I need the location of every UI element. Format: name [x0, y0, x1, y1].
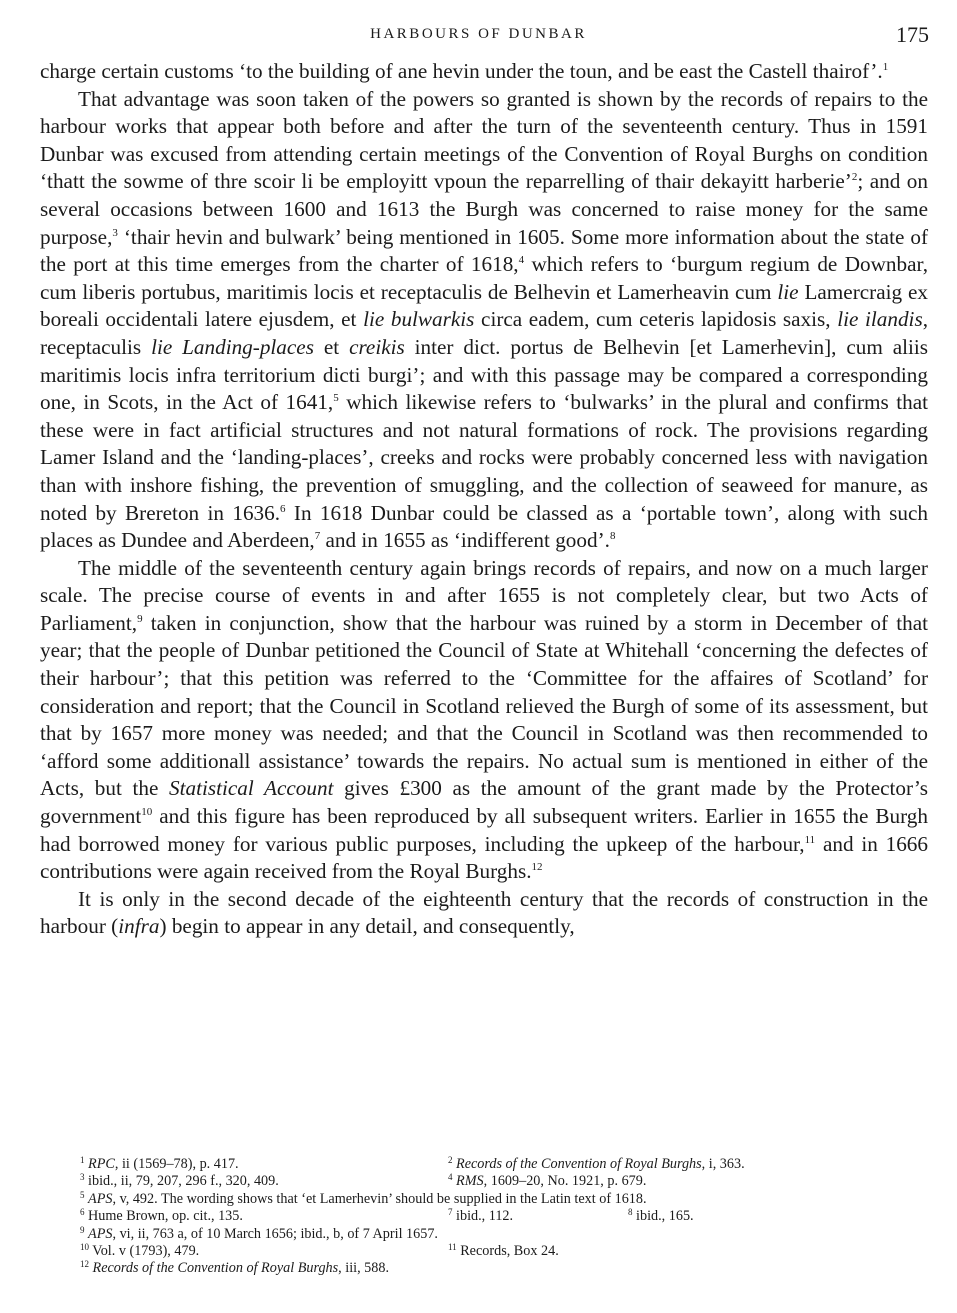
footnote-number: 6	[80, 1207, 85, 1218]
footnote-marker: 1	[882, 61, 889, 73]
italic-text: RPC	[88, 1156, 115, 1172]
text-run: and in 1655 as ‘indifferent good’.	[320, 528, 610, 553]
footnote-marker: 12	[531, 861, 543, 874]
text-run: which likewise refers to ‘bulwarks’ in the plural and confirms that these were in fact artificial structures and not natural formations of rock. The provisions regarding Lamer Island and the ‘landing-places’, creeks and rocks were probably concerned less with navigation than with inshore fishing, the prevention of smuggling, and the collection of seaweed for manure, as noted by Brereton in 1636.	[40, 390, 929, 525]
italic-text: lie ilandis	[837, 307, 923, 332]
footnote-marker: 4	[518, 254, 525, 267]
text-run: Lamercraig ex boreali occidentali latere ejusdem, et	[40, 279, 928, 332]
text-run: , i, 363.	[701, 1156, 745, 1172]
text-run: ‘thair hevin and bulwark’ being mentioned in 1605. Some more information about the state of the port at this time emerges from the charter of 1618,	[40, 224, 928, 277]
footnote-marker: 11	[804, 833, 816, 846]
text-run: It is only in the second decade of the eighteenth century that the records of construction in the harbour (	[40, 886, 928, 939]
text-run: , v, 492. The wording shows that ‘et Lamerhevin’ should be supplied in the Latin text of 1618.	[112, 1190, 647, 1207]
footnote	[80, 1191, 647, 1208]
footnote-marker: 10	[141, 806, 153, 819]
footnote-row	[80, 1226, 920, 1243]
footnote-number: 10	[80, 1241, 89, 1252]
footnote	[80, 1226, 438, 1243]
footnote-number: 9	[80, 1224, 85, 1235]
italic-text: Records of the Convention of Royal Burghs	[92, 1260, 339, 1277]
text-run: gives £300 as the amount of the grant made by the Protector’s government	[40, 776, 928, 829]
text-run: , receptaculis	[40, 307, 928, 359]
footnote-number: 12	[80, 1259, 89, 1270]
text-run: ibid., 112.	[456, 1208, 514, 1225]
body-text	[40, 58, 928, 941]
footnote-marker: 2	[851, 171, 858, 184]
footnote-marker: 7	[314, 530, 321, 543]
text-run: ) begin to appear in any detail, and consequently,	[159, 914, 575, 939]
footnote-row	[80, 1191, 920, 1208]
text-run: and this figure has been reproduced by all subsequent writers. Earlier in 1655 the Burgh had borrowed money for various public purposes, including the upkeep of the harbour,	[40, 804, 928, 856]
footnote-number: 8	[628, 1207, 633, 1218]
text-run: which refers to ‘burgum regium de Downbar, cum liberis portubus, maritimis locis et receptaculis de Belhevin et Lamerheavin cum	[40, 252, 928, 304]
paragraph-continued	[40, 58, 928, 86]
footnote-number: 5	[80, 1189, 85, 1200]
paragraph-harbour-powers	[40, 86, 928, 555]
footnote	[448, 1243, 559, 1260]
text-run: , ii (1569–78), p. 417.	[114, 1156, 239, 1172]
text-run: In 1618 Dunbar could be classed as a ‘portable town’, along with such places as Dundee and Aberdeen,	[40, 500, 928, 553]
text-run: The middle of the seventeenth century again brings records of repairs, and now on a much larger scale. The precise course of events in and after 1655 is not completely clear, but two Acts of Parliament,	[40, 555, 928, 635]
footnote	[628, 1208, 694, 1225]
text-run: , vi, ii, 763 a, of 10 March 1656; ibid., b, of 7 April 1657.	[112, 1225, 438, 1242]
text-run: et	[313, 334, 350, 359]
text-run: ibid., 165.	[636, 1208, 694, 1225]
footnote-number: 11	[448, 1241, 457, 1252]
italic-text: Statistical Account	[169, 776, 334, 801]
footnote-number: 1	[80, 1155, 85, 1165]
text-run: circa eadem, cum ceteris lapidosis saxis,	[474, 307, 838, 332]
text-run: ; and on several occasions between 1600 and 1613 the Burgh was concerned to raise money for the same purpose,	[40, 169, 928, 249]
footnote-marker: 9	[137, 612, 143, 625]
footnote	[448, 1173, 646, 1190]
footnote-row	[80, 1260, 920, 1277]
paragraph-seventeenth-century-repairs	[40, 555, 928, 886]
text-run: charge certain customs ‘to the building of ane hevin under the toun, and be east the Castell thairof’.	[40, 59, 883, 83]
footnote	[448, 1208, 513, 1225]
page-number: 175	[896, 22, 929, 47]
text-run: That advantage was soon taken of the powers so granted is shown by the records of repairs to the harbour works that appear both before and after the turn of the seventeenth century. Thus in 1591 Dunbar was excused from attending certain meetings of the Convention of Royal Burghs on condition ‘thatt the sowme of thre scoir li be employitt vpoun the reparrelling of thair dekayitt harberie’	[40, 86, 928, 194]
text-run: inter dict. portus de Belhevin [et Lamerhevin], cum aliis maritimis locis infra territorium dicti burgi’; and with this passage may be compared a corresponding one, in Scots, in the Act of 1641,	[40, 334, 929, 415]
footnote-number: 3	[80, 1172, 85, 1183]
footnote-row	[80, 1208, 920, 1225]
italic-text: Records of the Convention of Royal Burghs	[456, 1156, 702, 1172]
italic-text: APS	[88, 1190, 113, 1207]
italic-text: RMS	[456, 1173, 484, 1190]
footnote	[80, 1173, 279, 1190]
footnote-marker: 8	[609, 530, 616, 543]
footnote-marker: 6	[280, 502, 286, 515]
footnote-marker: 3	[112, 226, 118, 239]
text-run: , 1609–20, No. 1921, p. 679.	[483, 1173, 647, 1190]
footnote	[80, 1156, 239, 1173]
footnote	[448, 1156, 745, 1173]
text-run: ibid., ii, 79, 207, 296 f., 320, 409.	[88, 1173, 279, 1190]
footnote	[80, 1260, 389, 1277]
italic-text: lie Landing-places	[151, 334, 314, 359]
italic-text: infra	[118, 914, 160, 939]
footnote-marker: 5	[333, 392, 339, 405]
italic-text: lie	[777, 279, 799, 304]
italic-text: creikis	[349, 334, 405, 359]
italic-text: APS	[88, 1225, 113, 1242]
footnote-number: 4	[448, 1172, 453, 1183]
footnote-row	[80, 1173, 920, 1190]
text-run: and in 1666 contributions were again received from the Royal Burghs.	[40, 831, 928, 884]
text-run: taken in conjunction, show that the harbour was ruined by a storm in December of that year; that the people of Dunbar petitioned the Council of State at Whitehall ‘concerning the defectes of their harbour’; that this petition was referred to the ‘Committee for the affaires of Scotland’ for consideration and report; that the Council in Scotland relieved the Burgh of some of its assessment, but that by 1657 more money was needed; and that the Council in Scotland was then recommended to ‘afford some additionall assistance’ towards the repairs. No actual sum is mentioned in either of the Acts, but the	[40, 610, 928, 801]
italic-text: lie bulwarkis	[363, 307, 475, 332]
text-run: Hume Brown, op. cit., 135.	[88, 1208, 243, 1225]
footnotes	[80, 1156, 920, 1278]
running-title: HARBOURS OF DUNBAR	[370, 26, 587, 42]
footnote-number: 2	[448, 1155, 453, 1165]
footnote-number: 7	[448, 1207, 453, 1218]
footnote-row	[80, 1243, 920, 1260]
footnote	[80, 1208, 243, 1225]
paragraph-eighteenth-century	[40, 886, 928, 941]
footnote	[80, 1243, 199, 1260]
text-run: Records, Box 24.	[460, 1242, 559, 1259]
text-run: , iii, 588.	[338, 1260, 390, 1277]
footnote-row	[80, 1156, 920, 1173]
running-head	[0, 22, 957, 50]
text-run: Vol. v (1793), 479.	[92, 1242, 200, 1259]
